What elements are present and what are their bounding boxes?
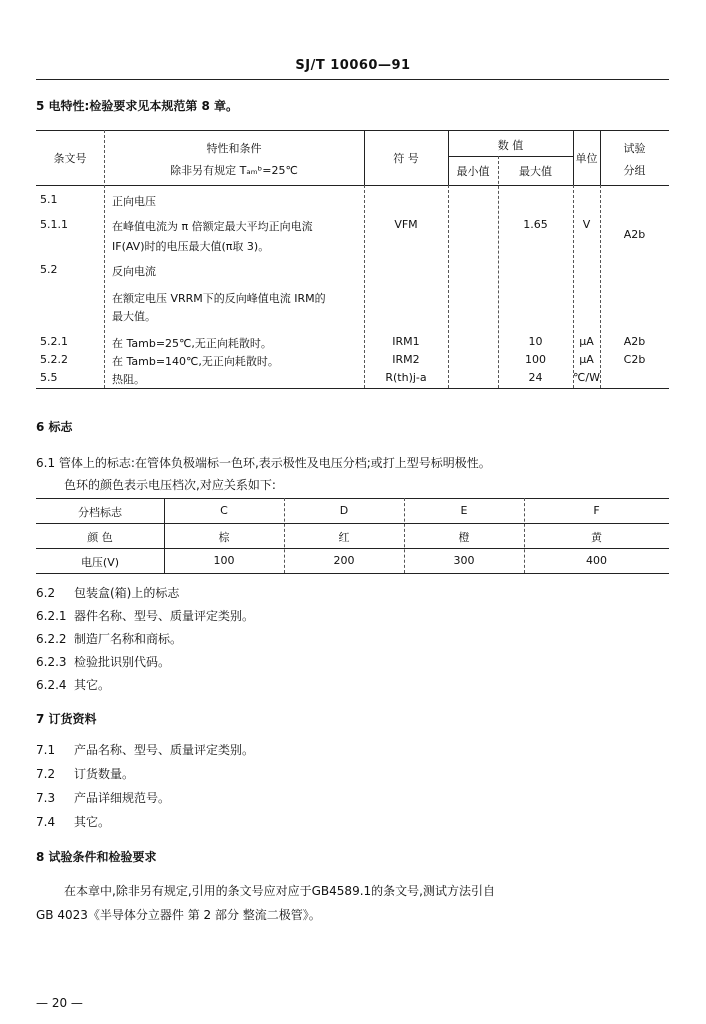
color-cell: 红 <box>338 531 350 544</box>
list-item <box>36 765 134 782</box>
item-text: 其它。 <box>74 815 111 829</box>
section5-title: 5 电特性:检验要求见本规范第 8 章。 <box>36 99 239 113</box>
header-max: 最大值 <box>519 165 552 178</box>
row-text: 在峰值电流为 π 倍额定最大平均正向电流 <box>112 220 313 233</box>
table-rule <box>36 548 669 549</box>
row-clause: 5.5 <box>40 371 58 384</box>
item-number: 7.3 <box>36 791 56 805</box>
item-number: 6.2 <box>36 586 56 600</box>
row-unit: μA <box>579 353 594 366</box>
row-clause: 5.2.2 <box>40 353 68 366</box>
header-clause: 条文号 <box>53 152 87 165</box>
row-header-color: 颜 色 <box>87 531 113 544</box>
voltage-cell: 300 <box>453 554 475 567</box>
item-text: 其它。 <box>74 678 111 692</box>
row-clause: 5.2.1 <box>40 335 68 348</box>
row-text: 在 Tamb=140℃,无正向耗散时。 <box>112 355 279 368</box>
section7-title: 7 订货资料 <box>36 712 97 726</box>
row-text: 热阻。 <box>112 373 145 386</box>
table-bottom-rule <box>36 388 669 389</box>
item-text: 检验批识别代码。 <box>74 655 171 669</box>
row-text: 在 Tamb=25℃,无正向耗散时。 <box>112 337 272 350</box>
row-clause: 5.1.1 <box>40 218 68 231</box>
color-band-table <box>36 498 669 574</box>
table-rule <box>36 573 669 574</box>
row-group: A2b <box>623 335 646 348</box>
list-item <box>36 676 110 693</box>
row-symbol: IRM2 <box>392 353 420 366</box>
row-header-grade: 分档标志 <box>78 506 122 519</box>
list-item <box>36 630 182 647</box>
list-item <box>36 813 110 830</box>
color-cell: 橙 <box>458 531 470 544</box>
header-condition: 除非另有规定 Tₐₘᵇ=25℃ <box>170 164 298 177</box>
grade-cell: C <box>220 504 228 517</box>
row-text: IF(AV)时的电压最大值(π取 3)。 <box>112 240 270 253</box>
row-symbol: R(th)j-a <box>385 371 427 384</box>
row-text: 在额定电压 VRRM下的反向峰值电流 IRM的 <box>112 292 326 305</box>
list-item <box>36 653 170 670</box>
row-clause: 5.1 <box>40 193 58 206</box>
item-text: 产品详细规范号。 <box>74 791 171 805</box>
row-group: C2b <box>623 353 646 366</box>
page-number: — 20 — <box>36 996 83 1010</box>
item-text: 订货数量。 <box>74 767 135 781</box>
section8-title: 8 试验条件和检验要求 <box>36 850 157 864</box>
header-symbol: 符 号 <box>393 152 419 165</box>
row-text: 正向电压 <box>112 195 156 208</box>
section6-title: 6 标志 <box>36 420 73 434</box>
row-max: 10 <box>528 335 543 348</box>
voltage-cell: 200 <box>333 554 355 567</box>
table-top-rule <box>36 130 669 131</box>
header-value: 数 值 <box>497 139 524 152</box>
header-min: 最小值 <box>456 165 490 178</box>
header-group: 分组 <box>623 164 646 177</box>
grade-cell: D <box>339 504 349 517</box>
item-number: 7.2 <box>36 767 56 781</box>
section8-paragraph: 在本章中,除非另有规定,引用的条文号应对应于GB4589.1的条文号,测试方法引自 <box>64 884 495 898</box>
voltage-cell: 100 <box>213 554 235 567</box>
table-rule <box>36 523 669 524</box>
header-test: 试验 <box>623 142 646 155</box>
row-text: 最大值。 <box>112 310 156 323</box>
item-text: 包装盒(箱)上的标志 <box>74 586 180 600</box>
row-max: 1.65 <box>523 218 548 231</box>
row-max: 100 <box>525 353 546 366</box>
table-rule <box>36 498 669 499</box>
list-item <box>36 741 254 758</box>
grade-cell: E <box>460 504 468 517</box>
document-number: SJ/T 10060—91 <box>295 58 411 73</box>
section6-paragraph: 色环的颜色表示电压档次,对应关系如下: <box>64 478 276 492</box>
item-text: 制造厂名称和商标。 <box>74 632 183 646</box>
row-symbol: IRM1 <box>392 335 420 348</box>
table-header-rule <box>36 185 669 186</box>
list-item <box>36 607 254 624</box>
row-group: A2b <box>623 228 646 241</box>
row-max: 24 <box>528 371 543 384</box>
item-text: 产品名称、型号、质量评定类别。 <box>74 743 255 757</box>
row-unit: ℃/W <box>573 371 600 384</box>
list-item <box>36 789 170 806</box>
section8-paragraph: GB 4023《半导体分立器件 第 2 部分 整流二极管》。 <box>36 908 321 922</box>
color-cell: 黄 <box>591 531 602 544</box>
header-rule <box>36 79 669 80</box>
item-number: 6.2.2 <box>36 632 67 646</box>
electrical-characteristics-table <box>36 130 669 390</box>
row-unit: V <box>582 218 591 231</box>
item-number: 7.1 <box>36 743 56 757</box>
color-cell: 棕 <box>218 531 230 544</box>
list-item <box>36 584 179 601</box>
row-text: 反向电流 <box>112 265 156 278</box>
item-text: 器件名称、型号、质量评定类别。 <box>74 609 255 623</box>
row-unit: μA <box>579 335 594 348</box>
row-clause: 5.2 <box>40 263 58 276</box>
section6-paragraph: 6.1 管体上的标志:在管体负极端标一色环,表示极性及电压分档;或打上型号标明极性。 <box>36 456 491 470</box>
col-rule <box>448 185 449 388</box>
row-symbol: VFM <box>394 218 418 231</box>
item-number: 6.2.3 <box>36 655 67 669</box>
header-unit: 单位 <box>575 152 598 165</box>
item-number: 7.4 <box>36 815 56 829</box>
value-subheader-rule <box>448 156 573 157</box>
grade-cell: F <box>593 504 600 517</box>
voltage-cell: 400 <box>586 554 607 567</box>
header-characteristic: 特性和条件 <box>206 142 262 155</box>
item-number: 6.2.4 <box>36 678 67 692</box>
row-header-voltage: 电压(V) <box>80 556 120 569</box>
item-number: 6.2.1 <box>36 609 67 623</box>
